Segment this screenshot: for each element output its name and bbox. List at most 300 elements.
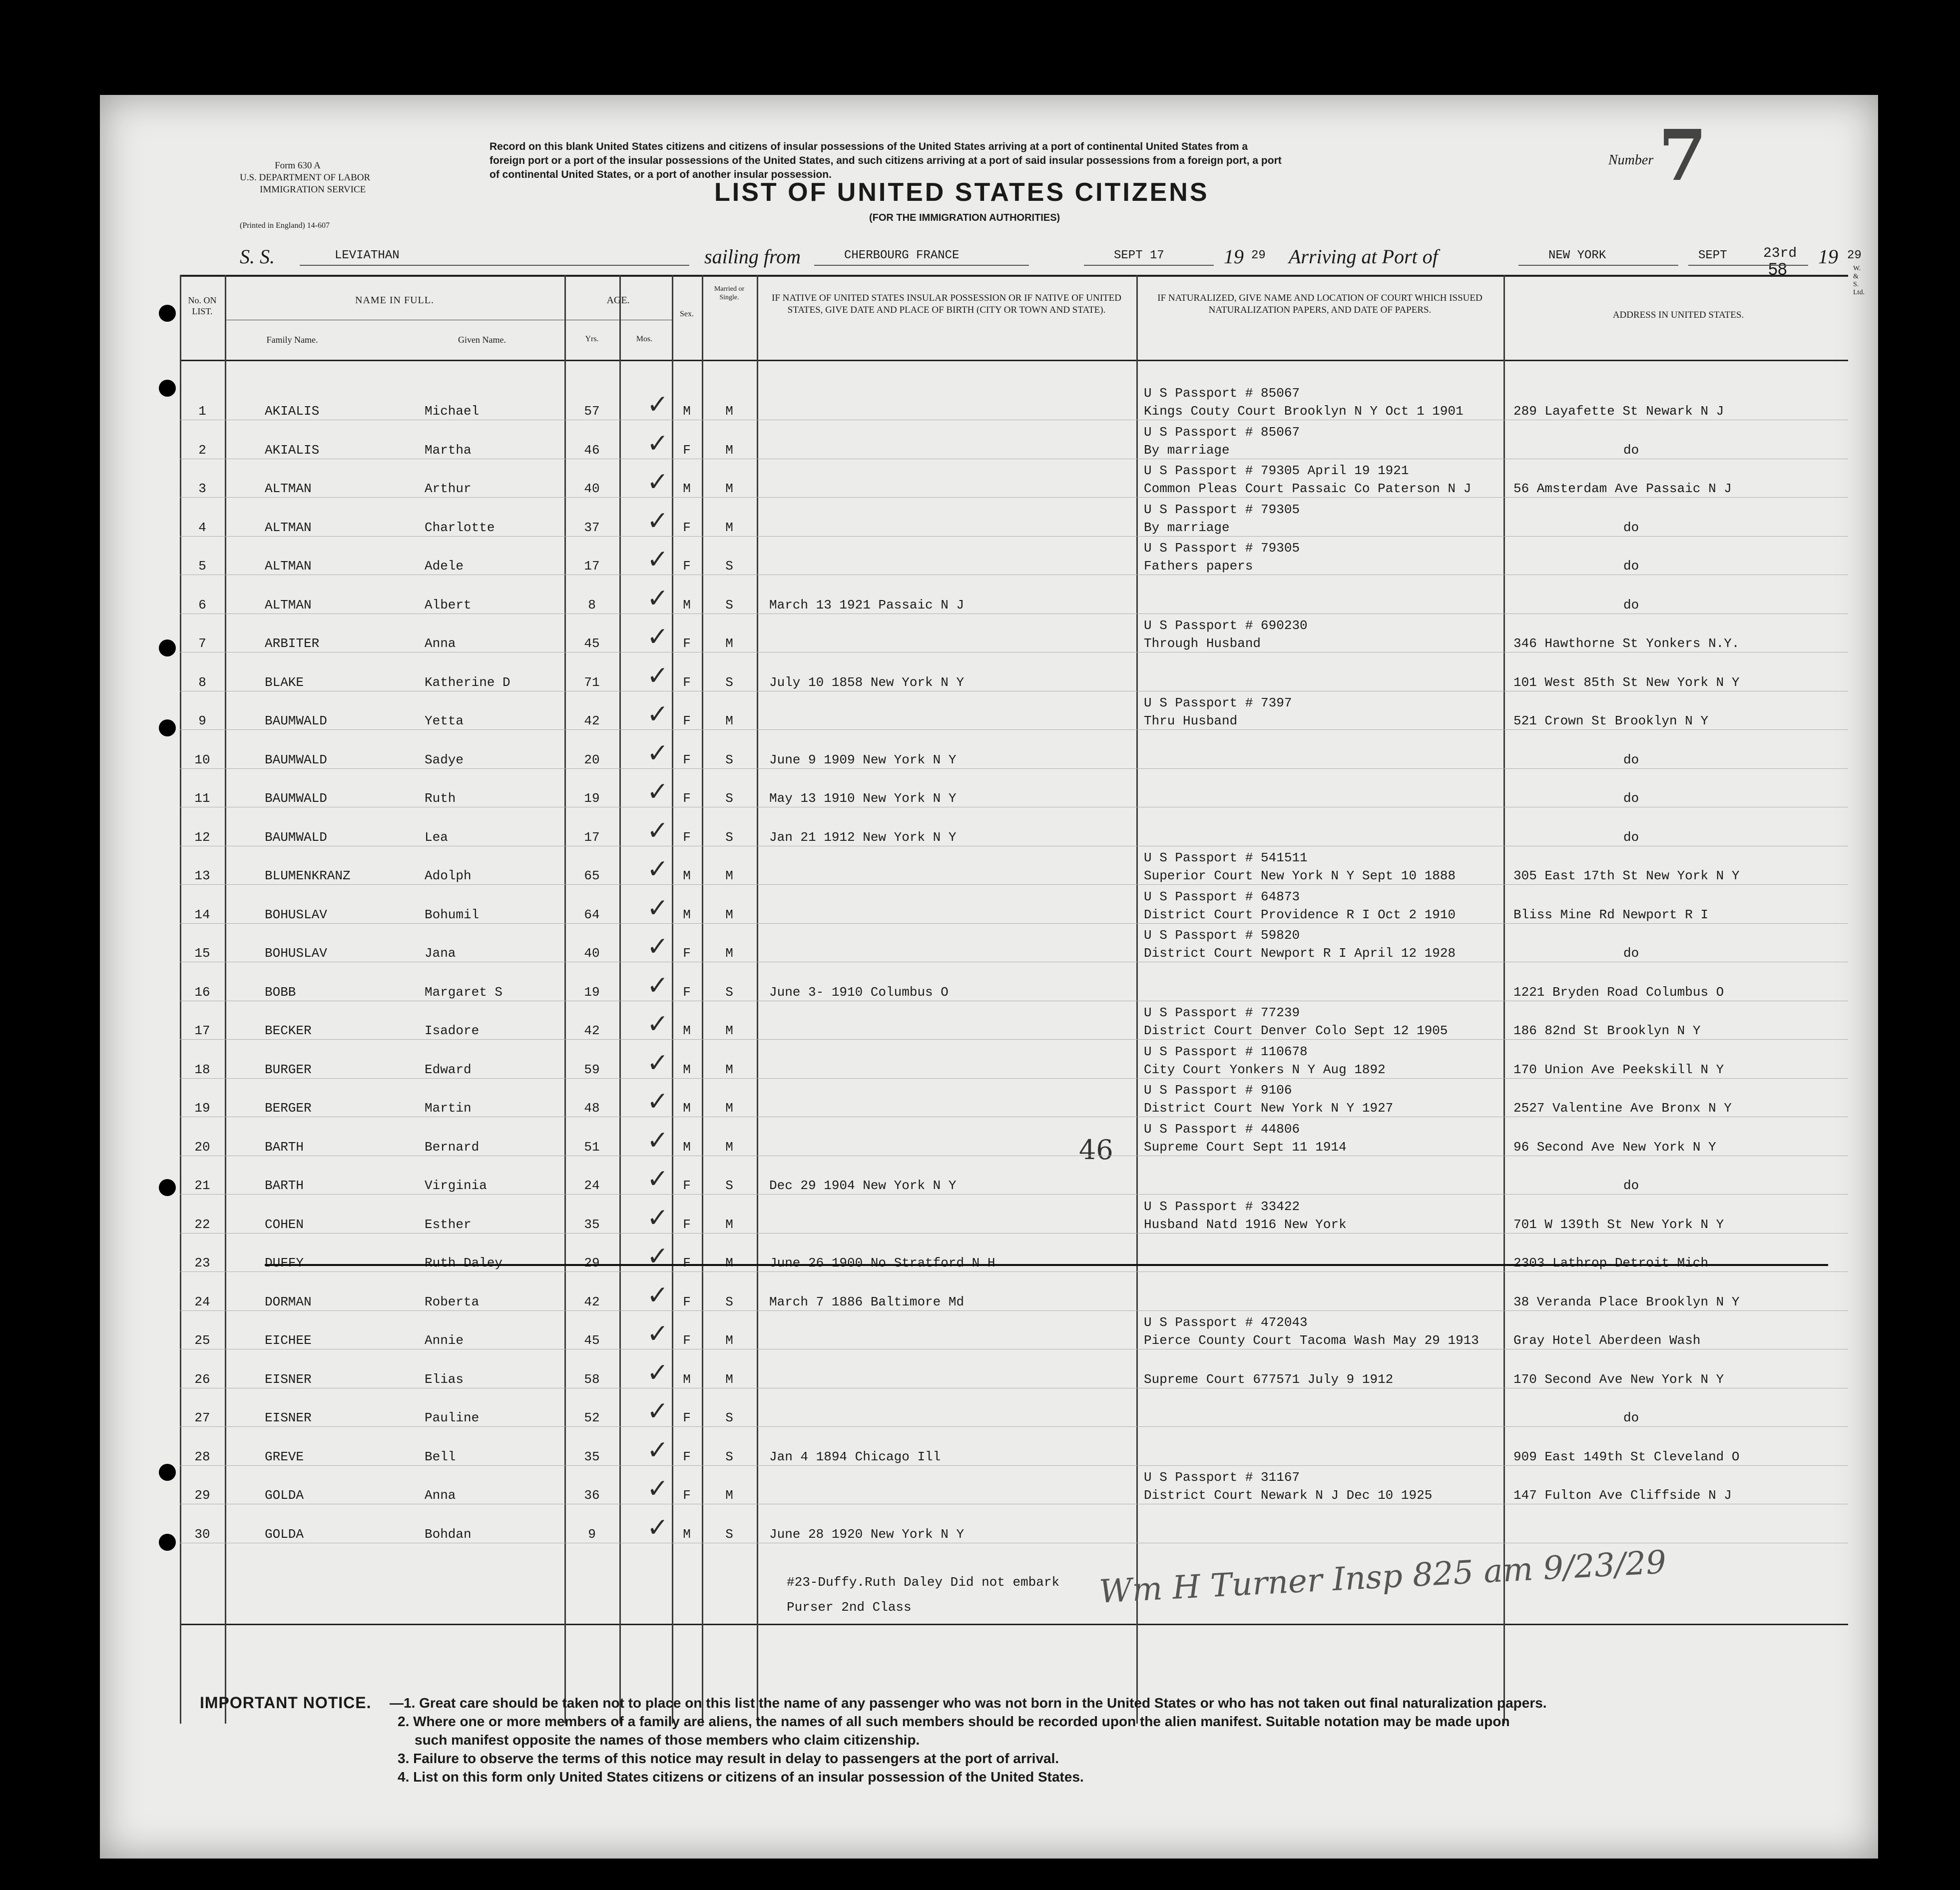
check-mark-icon: ✓ xyxy=(647,1048,669,1078)
instructions xyxy=(490,140,1613,182)
check-mark-icon: ✓ xyxy=(647,1512,669,1543)
address: do xyxy=(1623,1410,1639,1425)
year-prefix-1: 19 xyxy=(1224,245,1244,268)
row-number: 22 xyxy=(194,1217,210,1232)
family-name: GOLDA xyxy=(265,1526,304,1542)
age-years: 59 xyxy=(584,1062,600,1077)
age-years: 46 xyxy=(584,442,600,458)
naturalization-court: District Court Newport R I April 12 1928 xyxy=(1144,946,1456,961)
naturalization-court: District Court Providence R I Oct 2 1910 xyxy=(1144,907,1456,922)
col-header-mos: Mos. xyxy=(636,335,653,343)
given-name: Bernard xyxy=(425,1139,480,1155)
ship-name: LEVIATHAN xyxy=(335,249,400,262)
given-name: Katherine D xyxy=(425,674,510,690)
birth-info: May 13 1910 New York N Y xyxy=(769,791,957,806)
sex: F xyxy=(683,1488,691,1503)
marital-status: M xyxy=(725,1101,733,1116)
row-number: 30 xyxy=(194,1526,210,1542)
col-header-family: Family Name. xyxy=(266,335,318,345)
address: do xyxy=(1623,829,1639,845)
given-name: Michael xyxy=(425,404,480,419)
arrival-port: NEW YORK xyxy=(1548,249,1606,262)
check-mark-icon: ✓ xyxy=(647,390,669,420)
address: 2303 Lathrop Detroit Mich xyxy=(1513,1256,1709,1270)
family-name: DUFFY xyxy=(265,1256,304,1270)
given-name: Edward xyxy=(425,1062,472,1077)
naturalization-court: Superior Court New York N Y Sept 10 1888 xyxy=(1144,868,1456,883)
given-name: Ruth xyxy=(425,791,456,806)
address: 101 West 85th St New York N Y xyxy=(1513,674,1740,690)
row-number: 10 xyxy=(194,752,210,767)
sex: F xyxy=(683,984,691,1000)
marital-status: M xyxy=(725,868,733,883)
sex: M xyxy=(683,868,691,883)
address: 96 Second Ave New York N Y xyxy=(1513,1139,1716,1155)
row-number: 6 xyxy=(198,597,206,613)
address: do xyxy=(1623,752,1639,767)
family-name: ALTMAN xyxy=(265,597,312,613)
address: do xyxy=(1623,520,1639,535)
sex: F xyxy=(683,1333,691,1348)
row-number: 4 xyxy=(198,520,206,535)
check-mark-icon: ✓ xyxy=(647,1435,669,1465)
age-years: 40 xyxy=(584,946,600,961)
family-name: BURGER xyxy=(265,1062,312,1077)
address: 701 W 139th St New York N Y xyxy=(1513,1217,1724,1232)
given-name: Sadye xyxy=(425,752,464,767)
notice-label: IMPORTANT NOTICE. xyxy=(200,1694,372,1712)
family-name: EISNER xyxy=(265,1410,312,1425)
naturalization-passport: U S Passport # 59820 xyxy=(1144,928,1300,943)
birth-info: June 28 1920 New York N Y xyxy=(769,1526,965,1542)
address: do xyxy=(1623,559,1639,574)
family-name: GREVE xyxy=(265,1449,304,1464)
age-years: 17 xyxy=(584,829,600,845)
check-mark-icon: ✓ xyxy=(647,932,669,962)
sex: F xyxy=(683,559,691,574)
age-years: 52 xyxy=(584,1410,600,1425)
col-header-age: AGE. xyxy=(606,295,630,306)
address: Bliss Mine Rd Newport R I xyxy=(1513,907,1709,922)
age-years: 19 xyxy=(584,791,600,806)
birth-info: March 13 1921 Passaic N J xyxy=(769,597,965,613)
sex: F xyxy=(683,1410,691,1425)
check-mark-icon: ✓ xyxy=(647,1164,669,1194)
naturalization-court: Supreme Court 677571 July 9 1912 xyxy=(1144,1371,1394,1387)
check-mark-icon: ✓ xyxy=(647,545,669,575)
naturalization-court: District Court Newark N J Dec 10 1925 xyxy=(1144,1488,1433,1503)
naturalization-passport: U S Passport # 85067 xyxy=(1144,386,1300,401)
naturalization-court: Thru Husband xyxy=(1144,713,1238,728)
page-subtitle: (FOR THE IMMIGRATION AUTHORITIES) xyxy=(869,212,1060,223)
address: do xyxy=(1623,1178,1639,1193)
given-name: Ruth Daley xyxy=(425,1256,503,1270)
naturalization-court: Kings Couty Court Brooklyn N Y Oct 1 1901 xyxy=(1144,404,1464,419)
row-number: 15 xyxy=(194,946,210,961)
naturalization-passport: U S Passport # 77239 xyxy=(1144,1005,1300,1020)
family-name: AKIALIS xyxy=(265,404,320,419)
arrival-day: 23rd xyxy=(1763,246,1797,261)
notice-item-2-cont: such manifest opposite the names of those members who claim citizenship. xyxy=(415,1732,920,1748)
address: 147 Fulton Ave Cliffside N J xyxy=(1513,1488,1732,1503)
marital-status: M xyxy=(725,520,733,535)
marital-status: M xyxy=(725,481,733,496)
family-name: BLUMENKRANZ xyxy=(265,868,351,883)
age-years: 8 xyxy=(588,597,596,613)
check-mark-icon: ✓ xyxy=(647,622,669,652)
punch-hole xyxy=(159,305,176,322)
family-name: ALTMAN xyxy=(265,520,312,535)
given-name: Anna xyxy=(425,1488,456,1503)
instructions-line-3: of continental United States, or a port of another insular possession. xyxy=(490,169,832,180)
instructions-line-2: foreign port or a port of the insular possessions of the United States, and such citizens arriving at a port of said insular possessions from a foreign port, a port xyxy=(490,155,1282,166)
check-mark-icon: ✓ xyxy=(647,1396,669,1426)
age-years: 45 xyxy=(584,1333,600,1348)
age-years: 40 xyxy=(584,481,600,496)
marital-status: S xyxy=(725,597,733,613)
check-mark-icon: ✓ xyxy=(647,467,669,497)
naturalization-passport: U S Passport # 85067 xyxy=(1144,424,1300,440)
notice-item-1: —1. Great care should be taken not to place on this list the name of any passenger who was not born in the United States or who has not taken out final naturalization papers. xyxy=(390,1695,1547,1711)
marital-status: M xyxy=(725,442,733,458)
marital-status: S xyxy=(725,1526,733,1542)
sex: M xyxy=(683,907,691,922)
given-name: Annie xyxy=(425,1333,464,1348)
check-mark-icon: ✓ xyxy=(647,893,669,923)
page-number: 58 xyxy=(1768,260,1787,279)
check-mark-icon: ✓ xyxy=(647,699,669,729)
sex: M xyxy=(683,481,691,496)
check-mark-icon: ✓ xyxy=(647,1125,669,1156)
naturalization-passport: U S Passport # 79305 xyxy=(1144,541,1300,556)
birth-info: July 10 1858 New York N Y xyxy=(769,674,965,690)
family-name: BAUMWALD xyxy=(265,791,327,806)
given-name: Roberta xyxy=(425,1294,480,1309)
sex: F xyxy=(683,791,691,806)
purser-title: Purser 2nd Class xyxy=(787,1600,912,1615)
sex: F xyxy=(683,1449,691,1464)
row-number: 11 xyxy=(194,791,210,806)
marital-status: M xyxy=(725,907,733,922)
given-name: Elias xyxy=(425,1371,464,1387)
naturalization-passport: U S Passport # 33422 xyxy=(1144,1199,1300,1214)
arriving-label: Arriving at Port of xyxy=(1289,245,1438,268)
age-years: 20 xyxy=(584,752,600,767)
table-top-rule xyxy=(180,275,1848,277)
given-name: Virginia xyxy=(425,1178,487,1193)
row-number: 24 xyxy=(194,1294,210,1309)
marital-status: M xyxy=(725,636,733,651)
sex: F xyxy=(683,1294,691,1309)
family-name: BARTH xyxy=(265,1139,304,1155)
naturalization-passport: U S Passport # 7397 xyxy=(1144,695,1292,710)
row-number: 18 xyxy=(194,1062,210,1077)
row-number: 17 xyxy=(194,1023,210,1038)
col-header-no: No. ON LIST. xyxy=(188,295,217,316)
marital-status: S xyxy=(725,674,733,690)
punch-hole xyxy=(159,639,176,656)
birth-info: June 9 1909 New York N Y xyxy=(769,752,957,767)
birth-info: Dec 29 1904 New York N Y xyxy=(769,1178,957,1193)
arrival-year: 29 xyxy=(1847,249,1862,262)
naturalization-court: Common Pleas Court Passaic Co Paterson N J xyxy=(1144,481,1471,496)
sex: M xyxy=(683,1023,691,1038)
col-header-address: ADDRESS IN UNITED STATES. xyxy=(1612,310,1744,320)
check-mark-icon: ✓ xyxy=(647,1474,669,1504)
page-title: LIST OF UNITED STATES CITIZENS xyxy=(714,178,1209,207)
notice-item-4: 4. List on this form only United States citizens or citizens of an insular possession of the United States. xyxy=(398,1769,1084,1785)
check-mark-icon: ✓ xyxy=(647,1280,669,1310)
check-mark-icon: ✓ xyxy=(647,1087,669,1117)
given-name: Martha xyxy=(425,442,472,458)
birth-info: Jan 21 1912 New York N Y xyxy=(769,829,957,845)
marital-status: S xyxy=(725,984,733,1000)
address: Gray Hotel Aberdeen Wash xyxy=(1513,1333,1701,1348)
marital-status: M xyxy=(725,404,733,419)
row-number: 3 xyxy=(198,481,206,496)
family-name: DORMAN xyxy=(265,1294,312,1309)
naturalization-court: By marriage xyxy=(1144,520,1230,535)
naturalization-court: District Court New York N Y 1927 xyxy=(1144,1101,1394,1116)
naturalization-court: District Court Denver Colo Sept 12 1905 xyxy=(1144,1023,1448,1038)
naturalization-passport: U S Passport # 541511 xyxy=(1144,850,1308,865)
given-name: Bohumil xyxy=(425,907,480,922)
sex: F xyxy=(683,636,691,651)
col-header-yrs: Yrs. xyxy=(585,335,599,343)
col-header-sex: Sex. xyxy=(680,310,694,318)
marital-status: S xyxy=(725,752,733,767)
check-mark-icon: ✓ xyxy=(647,854,669,884)
punch-hole xyxy=(159,719,176,736)
age-years: 35 xyxy=(584,1449,600,1464)
given-name: Charlotte xyxy=(425,520,495,535)
age-years: 17 xyxy=(584,559,600,574)
row-number: 29 xyxy=(194,1488,210,1503)
row-number: 26 xyxy=(194,1371,210,1387)
naturalization-passport: U S Passport # 110678 xyxy=(1144,1044,1308,1059)
number-label: Number xyxy=(1608,152,1654,168)
sex: F xyxy=(683,520,691,535)
inspector-signature: Wm H Turner Insp 825 am 9/23/29 xyxy=(1098,1544,1667,1611)
given-name: Isadore xyxy=(425,1023,480,1038)
check-mark-icon: ✓ xyxy=(647,738,669,768)
row-number: 13 xyxy=(194,868,210,883)
address: 521 Crown St Brooklyn N Y xyxy=(1513,713,1709,728)
punch-hole xyxy=(159,1464,176,1481)
family-name: BAUMWALD xyxy=(265,713,327,728)
punch-hole xyxy=(159,1534,176,1551)
sex: M xyxy=(683,1139,691,1155)
naturalization-court: Supreme Court Sept 11 1914 xyxy=(1144,1139,1347,1155)
family-name: BLAKE xyxy=(265,674,304,690)
naturalization-court: Fathers papers xyxy=(1144,559,1253,574)
sex: M xyxy=(683,1101,691,1116)
given-name: Albert xyxy=(425,597,472,613)
punch-hole xyxy=(159,380,176,397)
marital-status: M xyxy=(725,1217,733,1232)
birth-info: June 3- 1910 Columbus O xyxy=(769,984,949,1000)
naturalization-passport: U S Passport # 9106 xyxy=(1144,1083,1292,1098)
marital-status: M xyxy=(725,713,733,728)
age-years: 65 xyxy=(584,868,600,883)
sailing-label: sailing from xyxy=(704,245,801,268)
address: do xyxy=(1623,791,1639,806)
given-name: Yetta xyxy=(425,713,464,728)
address: 170 Second Ave New York N Y xyxy=(1513,1371,1724,1387)
naturalization-court: Husband Natd 1916 New York xyxy=(1144,1217,1347,1232)
marital-status: S xyxy=(725,1449,733,1464)
given-name: Martin xyxy=(425,1101,472,1116)
address: 909 East 149th St Cleveland O xyxy=(1513,1449,1740,1464)
marital-status: M xyxy=(725,1371,733,1387)
sex: F xyxy=(683,1178,691,1193)
family-name: GOLDA xyxy=(265,1488,304,1503)
given-name: Margaret S xyxy=(425,984,503,1000)
service: IMMIGRATION SERVICE xyxy=(260,184,366,195)
given-name: Bell xyxy=(425,1449,456,1464)
family-name: ALTMAN xyxy=(265,481,312,496)
row-number: 28 xyxy=(194,1449,210,1464)
marital-status: S xyxy=(725,1178,733,1193)
naturalization-passport: U S Passport # 64873 xyxy=(1144,889,1300,904)
age-years: 42 xyxy=(584,1294,600,1309)
col-header-married: Married or Single. xyxy=(714,285,745,301)
given-name: Arthur xyxy=(425,481,472,496)
family-name: ARBITER xyxy=(265,636,320,651)
col-header-native: IF NATIVE OF UNITED STATES INSULAR POSSESSION OR IF NATIVE OF UNITED STATES, GIVE DATE AND PLACE OF BIRTH (CITY OR TOWN AND STATE). xyxy=(772,293,1121,315)
row-number: 23 xyxy=(194,1256,210,1270)
address: 289 Layafette St Newark N J xyxy=(1513,404,1724,419)
col-header-name: NAME IN FULL. xyxy=(355,295,434,306)
sex: M xyxy=(683,1371,691,1387)
family-name: BAUMWALD xyxy=(265,829,327,845)
address: do xyxy=(1623,597,1639,613)
family-name: BOBB xyxy=(265,984,296,1000)
sex: F xyxy=(683,1256,691,1270)
family-name: EICHEE xyxy=(265,1333,312,1348)
punch-hole xyxy=(159,1179,176,1196)
check-mark-icon: ✓ xyxy=(647,970,669,1001)
notice-text xyxy=(390,1694,1547,1786)
marital-status: M xyxy=(725,1023,733,1038)
notice-item-3: 3. Failure to observe the terms of this notice may result in delay to passengers at the port of arrival. xyxy=(398,1751,1059,1766)
age-years: 24 xyxy=(584,1178,600,1193)
given-name: Adele xyxy=(425,559,464,574)
given-name: Adolph xyxy=(425,868,472,883)
age-years: 51 xyxy=(584,1139,600,1155)
naturalization-passport: U S Passport # 79305 April 19 1921 xyxy=(1144,463,1409,478)
sail-date: SEPT 17 xyxy=(1114,249,1164,262)
sex: F xyxy=(683,752,691,767)
naturalization-passport: U S Passport # 79305 xyxy=(1144,502,1300,517)
department: U.S. DEPARTMENT OF LABOR xyxy=(240,172,371,183)
given-name: Esther xyxy=(425,1217,472,1232)
given-name: Bohdan xyxy=(425,1526,472,1542)
printed-note: (Printed in England) 14-607 xyxy=(240,221,330,230)
family-name: COHEN xyxy=(265,1217,304,1232)
marital-status: M xyxy=(725,1062,733,1077)
naturalization-court: Pierce County Court Tacoma Wash May 29 1913 xyxy=(1144,1333,1479,1348)
sex: F xyxy=(683,713,691,728)
naturalization-court: By marriage xyxy=(1144,442,1230,458)
departure-port: CHERBOURG FRANCE xyxy=(844,249,960,262)
address: 186 82nd St Brooklyn N Y xyxy=(1513,1023,1701,1038)
row-number: 9 xyxy=(198,713,206,728)
row-number: 19 xyxy=(194,1101,210,1116)
age-years: 9 xyxy=(588,1526,596,1542)
row-number: 2 xyxy=(198,442,206,458)
year-prefix-2: 19 xyxy=(1818,245,1838,268)
check-mark-icon: ✓ xyxy=(647,506,669,536)
manifest-sheet xyxy=(100,95,1878,1859)
row-number: 12 xyxy=(194,829,210,845)
marital-status: M xyxy=(725,1488,733,1503)
family-name: BECKER xyxy=(265,1023,312,1038)
row-number: 25 xyxy=(194,1333,210,1348)
naturalization-passport: U S Passport # 690230 xyxy=(1144,618,1308,633)
instructions-line-1: Record on this blank United States citizens and citizens of insular possessions of the United States arriving at a port of continental United States from a xyxy=(490,141,1248,152)
age-years: 45 xyxy=(584,636,600,651)
age-years: 37 xyxy=(584,520,600,535)
naturalization-passport: U S Passport # 44806 xyxy=(1144,1121,1300,1137)
sex: M xyxy=(683,1062,691,1077)
family-name: AKIALIS xyxy=(265,442,320,458)
marital-status: S xyxy=(725,1294,733,1309)
handwritten-46: 46 xyxy=(1079,1134,1113,1166)
row-number: 21 xyxy=(194,1178,210,1193)
table-bottom-rule xyxy=(180,1624,1848,1625)
family-name: BOHUSLAV xyxy=(265,907,327,922)
sex: M xyxy=(683,597,691,613)
naturalization-court: Through Husband xyxy=(1144,636,1261,651)
sex: M xyxy=(683,404,691,419)
age-years: 29 xyxy=(584,1256,600,1270)
birth-info: March 7 1886 Baltimore Md xyxy=(769,1294,965,1309)
sex: F xyxy=(683,442,691,458)
check-mark-icon: ✓ xyxy=(647,1203,669,1233)
sex: F xyxy=(683,1217,691,1232)
ss-label: S. S. xyxy=(240,245,275,268)
age-years: 57 xyxy=(584,404,600,419)
form-number: Form 630 A xyxy=(275,160,321,171)
naturalization-passport: U S Passport # 472043 xyxy=(1144,1315,1308,1330)
family-name: EISNER xyxy=(265,1371,312,1387)
address: 38 Veranda Place Brooklyn N Y xyxy=(1513,1294,1740,1309)
birth-info: June 26 1900 No Stratford N H xyxy=(769,1256,995,1270)
check-mark-icon: ✓ xyxy=(647,428,669,459)
family-name: BAUMWALD xyxy=(265,752,327,767)
address: 305 East 17th St New York N Y xyxy=(1513,868,1740,883)
row-number: 8 xyxy=(198,674,206,690)
age-years: 19 xyxy=(584,984,600,1000)
row-number: 16 xyxy=(194,984,210,1000)
check-mark-icon: ✓ xyxy=(647,1242,669,1271)
marital-status: S xyxy=(725,1410,733,1425)
marital-status: M xyxy=(725,1333,733,1348)
age-years: 58 xyxy=(584,1371,600,1387)
family-name: BARTH xyxy=(265,1178,304,1193)
arrival-month: SEPT xyxy=(1698,249,1727,262)
given-name: Pauline xyxy=(425,1410,480,1425)
form-id-block xyxy=(240,160,370,232)
address: do xyxy=(1623,442,1639,458)
address: 56 Amsterdam Ave Passaic N J xyxy=(1513,481,1732,496)
age-years: 42 xyxy=(584,1023,600,1038)
address: 1221 Bryden Road Columbus O xyxy=(1513,984,1724,1000)
row-number: 20 xyxy=(194,1139,210,1155)
age-years: 71 xyxy=(584,674,600,690)
age-years: 42 xyxy=(584,713,600,728)
